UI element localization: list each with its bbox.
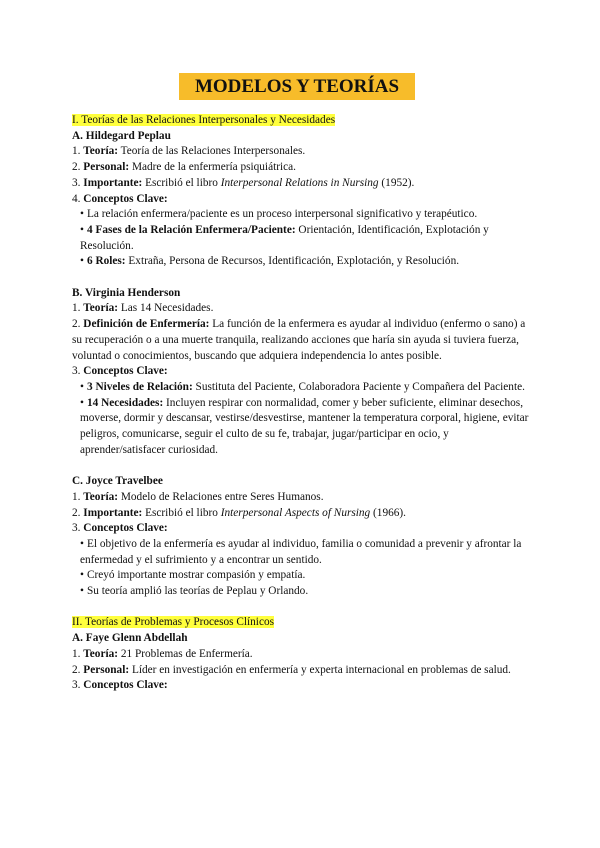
section-heading-2: II. Teorías de Problemas y Procesos Clínicos — [72, 616, 274, 629]
bullet-item: • Su teoría amplió las teorías de Peplau y Orlando. — [72, 584, 532, 600]
list-item: 1. Teoría: Modelo de Relaciones entre Seres Humanos. — [72, 490, 324, 503]
bullet-item: • La relación enfermera/paciente es un proceso interpersonal significativo y terapéutico. — [72, 207, 532, 223]
subsection-heading-abdellah: A. Faye Glenn Abdellah — [72, 632, 188, 645]
list-item: 2. Importante: Escribió el libro Interpersonal Aspects of Nursing (1966). — [72, 506, 406, 519]
list-item: 1. Teoría: Las 14 Necesidades. — [72, 302, 214, 315]
document-title: MODELOS Y TEORÍAS — [179, 73, 415, 100]
bullet-item: • 6 Roles: Extraña, Persona de Recursos, Identificación, Explotación, y Resolución. — [72, 254, 532, 270]
bullet-item: • 3 Niveles de Relación: Sustituta del Paciente, Colaboradora Paciente y Compañera del Paciente. — [72, 380, 532, 396]
list-item: 1. Teoría: 21 Problemas de Enfermería. — [72, 647, 253, 660]
bullet-item: • 14 Necesidades: Incluyen respirar con normalidad, comer y beber suficiente, eliminar desechos, moverse, dormir y descansar, vestirse/desvestirse, mantener la temperatura corporal, higiene, evitar peligros, comunicarse, seguir el culto de su fe, trabajar, jugar/participar en ocio, y aprender/satisfacer curiosidad. — [72, 396, 532, 459]
list-item: 2. Definición de Enfermería: La función de la enfermera es ayudar al individuo (enfermo o sano) a su recuperación o a una muerte tranquila, realizando acciones que haría sin ayuda si tuviera fuerza, voluntad o conocimientos, buscando que adquiera independencia lo antes posible. — [72, 318, 526, 362]
bullet-item: • 4 Fases de la Relación Enfermera/Paciente: Orientación, Identificación, Explotación y Resolución. — [72, 223, 532, 254]
subsection-heading-travelbee: C. Joyce Travelbee — [72, 475, 163, 488]
list-item: 3. Conceptos Clave: — [72, 365, 168, 378]
list-item: 4. Conceptos Clave: — [72, 192, 168, 205]
bullet-item: • Creyó importante mostrar compasión y empatía. — [72, 568, 532, 584]
list-item: 2. Personal: Líder en investigación en enfermería y experta internacional en problemas de salud. — [72, 663, 511, 676]
list-item: 3. Conceptos Clave: — [72, 679, 168, 692]
list-item: 3. Conceptos Clave: — [72, 522, 168, 535]
document-body — [72, 113, 532, 694]
subsection-heading-peplau: A. Hildegard Peplau — [72, 129, 171, 142]
bullet-item: • El objetivo de la enfermería es ayudar al individuo, familia o comunidad a prevenir y afrontar la enfermedad y el sufrimiento y a encontrar un sentido. — [72, 537, 532, 568]
subsection-heading-henderson: B. Virginia Henderson — [72, 286, 181, 299]
list-item: 3. Importante: Escribió el libro Interpersonal Relations in Nursing (1952). — [72, 176, 415, 189]
list-item: 1. Teoría: Teoría de las Relaciones Interpersonales. — [72, 145, 306, 158]
list-item: 2. Personal: Madre de la enfermería psiquiátrica. — [72, 161, 296, 174]
section-heading-1: I. Teorías de las Relaciones Interpersonales y Necesidades — [72, 114, 336, 126]
